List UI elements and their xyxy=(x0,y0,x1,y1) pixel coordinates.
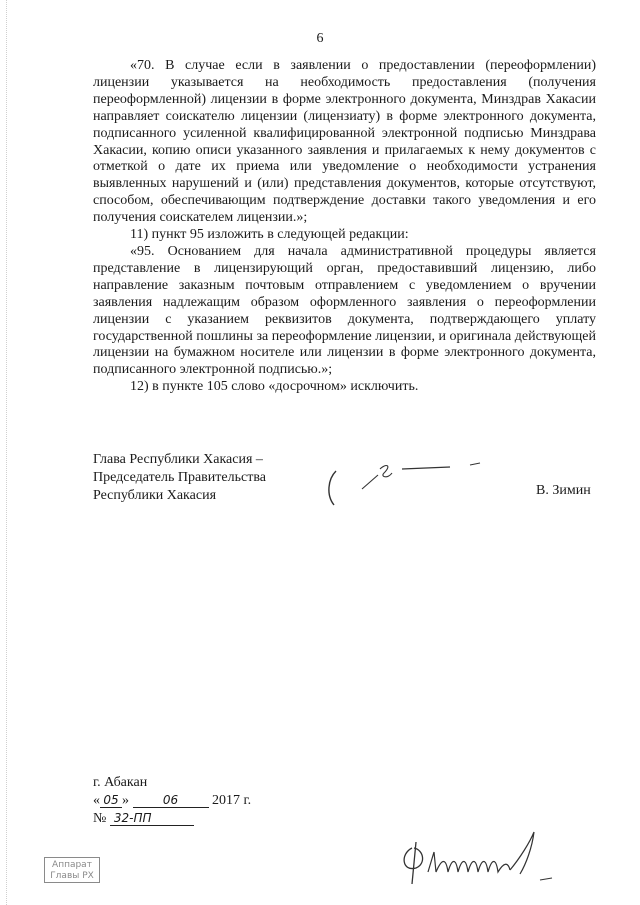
document-date xyxy=(93,792,251,810)
signatory-title-line-3: Республики Хакасия xyxy=(93,488,217,503)
document-body xyxy=(93,58,596,396)
registry-stamp xyxy=(44,857,100,883)
date-open-quote: « xyxy=(93,793,100,808)
handwritten-initials xyxy=(392,828,562,898)
stamp-line-1: Аппарат xyxy=(52,860,92,870)
date-month: 06 xyxy=(133,793,209,808)
signatory-name: В. Зимин xyxy=(536,483,591,498)
paragraph-item-12: 12) в пункте 105 слово «досрочном» исключить. xyxy=(130,379,419,395)
page-number: 6 xyxy=(316,31,324,46)
signatory-title xyxy=(93,451,353,505)
document-footer xyxy=(93,774,251,828)
date-year: 2017 г. xyxy=(212,793,252,808)
paragraph-item-11: 11) пункт 95 изложить в следующей редакции: xyxy=(130,227,409,243)
number-value: 32-ПП xyxy=(110,811,194,826)
handwritten-signature xyxy=(322,455,492,515)
left-margin-perforation xyxy=(6,0,7,905)
number-label: № xyxy=(93,811,107,826)
signatory-title-line-2: Председатель Правительства xyxy=(93,470,266,485)
paragraph-95: «95. Основанием для начала административной процедуры является представление в лицензирующий орган, предоставивший лицензию, либо направление заказным почтовым отправлением с уведомлением о вручении заявления надлежащим образом оформленного заявления о переоформлении лицензии с указанием реквизитов документа, подтверждающего уплату государственной пошлины за переоформление лицензии, и оригинала действующей лицензии на бумажном носителе или лицензии в форме электронного документа, подписанного электронной подписью.»; xyxy=(93,243,596,378)
document-number xyxy=(93,810,251,828)
date-day: 05 xyxy=(100,793,122,808)
date-close-quote: » xyxy=(122,793,129,808)
signatory-title-line-1: Глава Республики Хакасия – xyxy=(93,452,263,467)
stamp-line-2: Главы РХ xyxy=(50,871,94,881)
city: г. Абакан xyxy=(93,775,148,790)
paragraph-70: «70. В случае если в заявлении о предоставлении (переоформлении) лицензии указывается на необходимость предоставления (получения переоформленной) лицензии в форме электронного документа, Минздрав Хакасии направляет соискателю лицензии (лицензиату) в форме электронного документа, подписанного усиленной квалифицированной электронной подписью Минздрава Хакасии, копию описи указанного заявления и прилагаемых к нему документов с отметкой о дате их приема или уведомление о необходимости устранения выявленных нарушений и (или) представления документов, которые отсутствуют, способом, обеспечивающим подтверждение доставки такого уведомления и его получения соискателем лицензии.»; xyxy=(93,58,596,226)
